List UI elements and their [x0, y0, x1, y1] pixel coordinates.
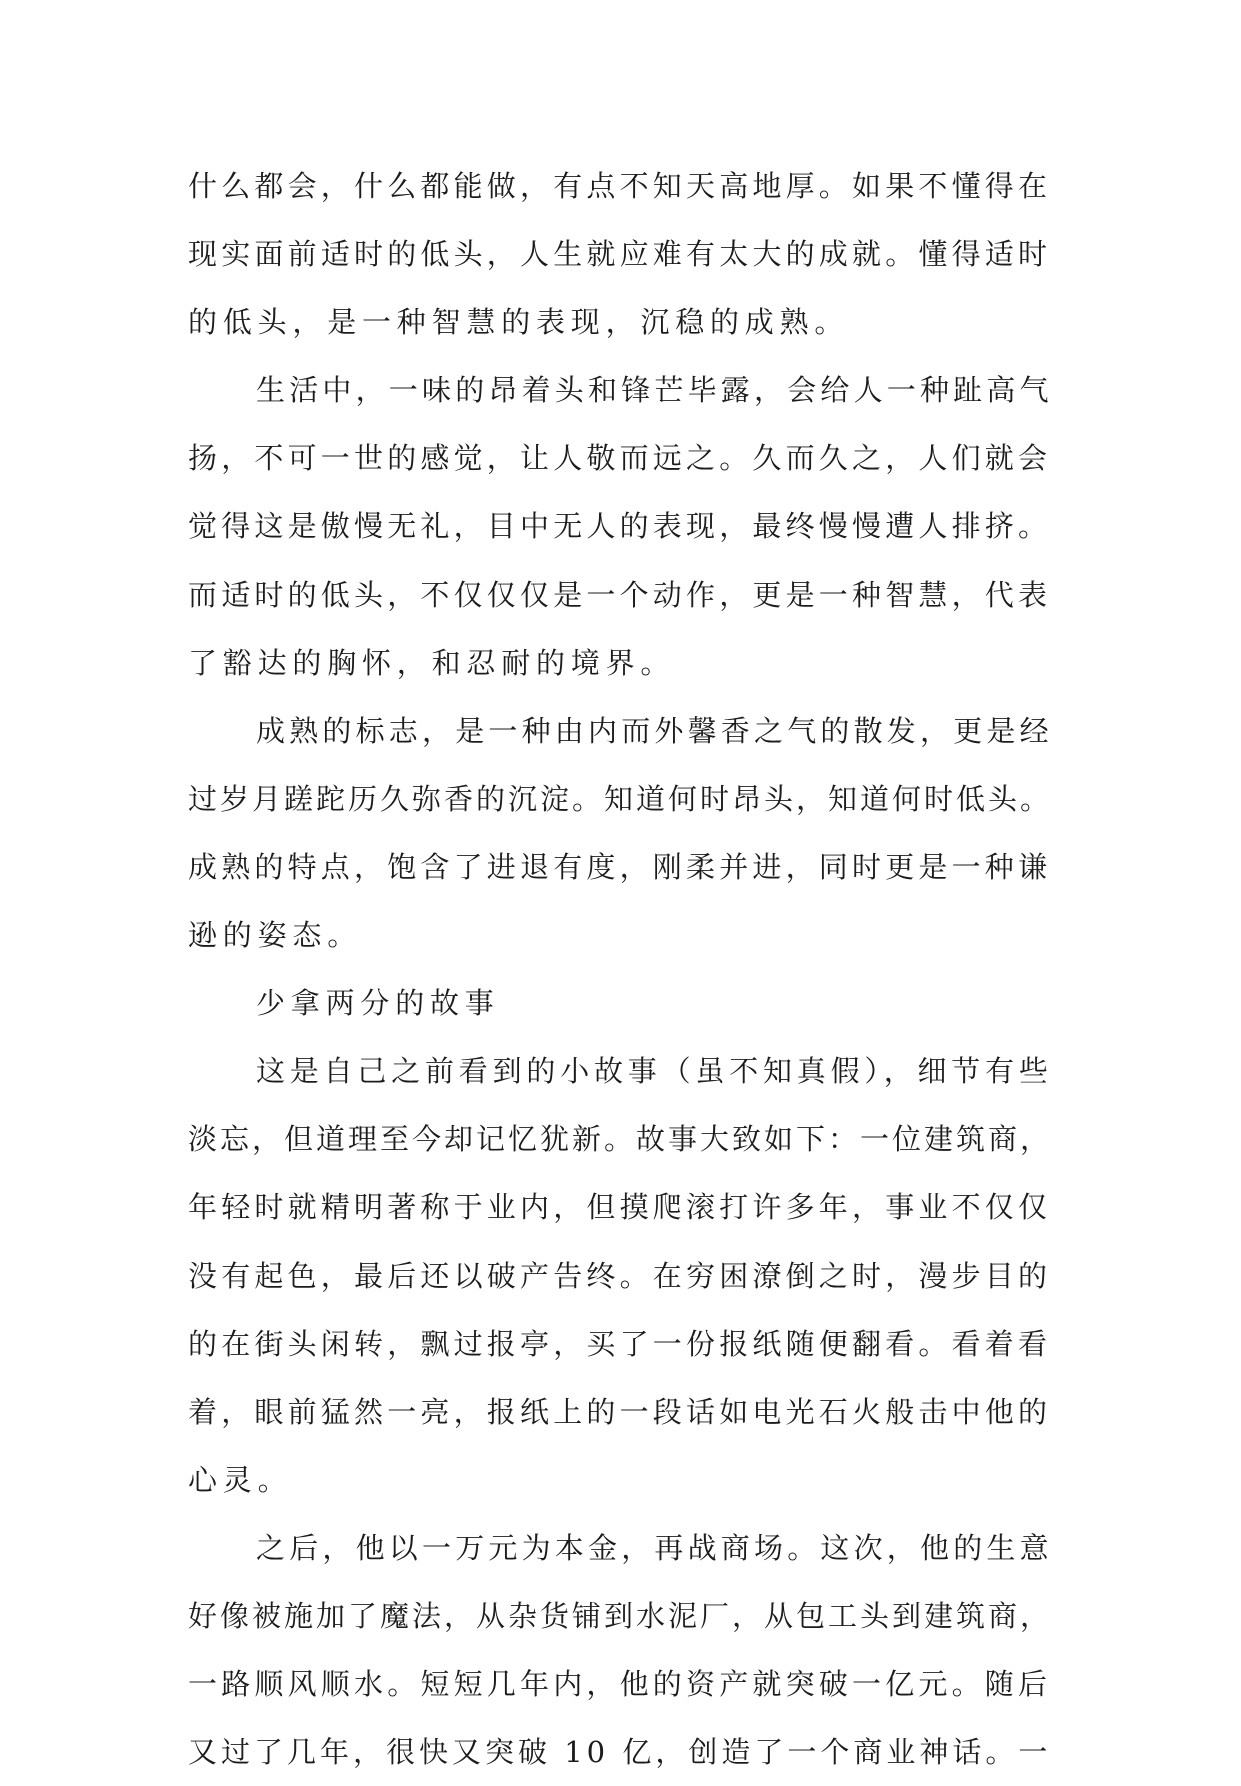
text-line: 觉得这是傲慢无礼，目中无人的表现，最终慢慢遭人排挤。: [188, 509, 1052, 544]
text-line: 现实面前适时的低头，人生就应难有太大的成就。懂得适时: [188, 237, 1052, 272]
text-line: 了豁达的胸怀，和忍耐的境界。: [188, 645, 676, 680]
text-line: 着，眼前猛然一亮，报纸上的一段话如电光石火般击中他的: [188, 1394, 1052, 1429]
text-line: 年轻时就精明著称于业内，但摸爬滚打许多年，事业不仅仅: [188, 1190, 1052, 1225]
text-line: 好像被施加了魔法，从杂货铺到水泥厂，从包工头到建筑商，: [188, 1598, 1053, 1633]
text-line: 的在街头闲转，飘过报亭，买了一份报纸随便翻看。看着看: [188, 1326, 1052, 1361]
text-line: 这是自己之前看到的小故事（虽不知真假），细节有些: [256, 1054, 1053, 1089]
text-line: 扬，不可一世的感觉，让人敬而远之。久而久之，人们就会: [188, 441, 1052, 476]
text-line: 成熟的特点，饱含了进退有度，刚柔并进，同时更是一种谦: [188, 849, 1052, 884]
text-line: 之后，他以一万元为本金，再战商场。这次，他的生意: [256, 1530, 1053, 1565]
text-line: 又过了几年，很快又突破 10 亿，创造了一个商业神话。一: [188, 1735, 1052, 1770]
text-line: 没有起色，最后还以破产告终。在穷困潦倒之时，漫步目的: [188, 1258, 1052, 1293]
text-line: 生活中，一味的昂着头和锋芒毕露，会给人一种趾高气: [256, 373, 1053, 408]
text-line: 过岁月蹉跎历久弥香的沉淀。知道何时昂头，知道何时低头。: [188, 781, 1053, 816]
text-line: 什么都会，什么都能做，有点不知天高地厚。如果不懂得在: [188, 169, 1052, 203]
text-line: 心灵。: [188, 1462, 293, 1497]
text-line: 而适时的低头，不仅仅仅是一个动作，更是一种智慧，代表: [188, 577, 1052, 612]
text-line: 逊的姿态。: [188, 918, 363, 953]
document-body: [188, 152, 1054, 1786]
text-line: 一路顺风顺水。短短几年内，他的资产就突破一亿元。随后: [188, 1667, 1052, 1702]
text-line: 淡忘，但道理至今却记忆犹新。故事大致如下：一位建筑商，: [188, 1122, 1053, 1157]
text-line: 少拿两分的故事: [256, 986, 500, 1021]
text-line: 的低头，是一种智慧的表现，沉稳的成熟。: [188, 305, 850, 340]
text-line: 成熟的标志，是一种由内而外馨香之气的散发，更是经: [256, 713, 1053, 748]
